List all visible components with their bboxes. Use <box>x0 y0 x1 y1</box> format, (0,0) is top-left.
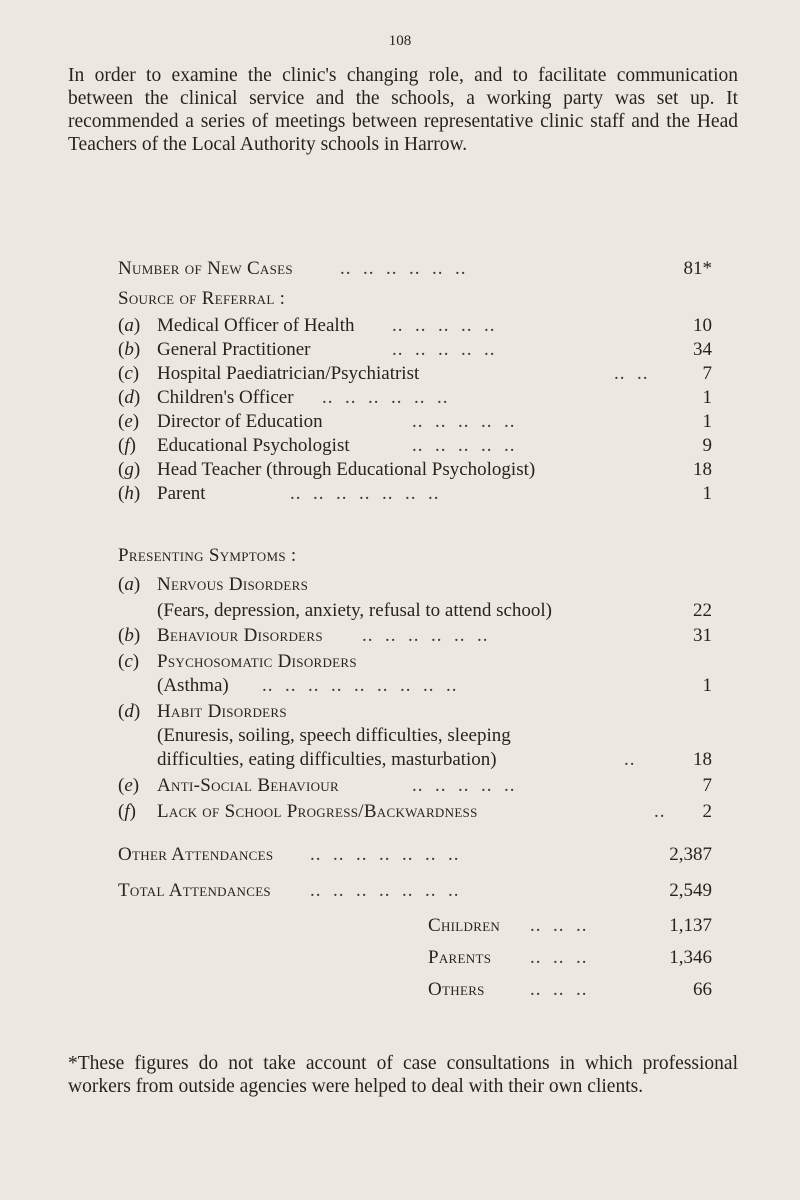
new-cases-row <box>0 257 800 281</box>
item-detail: (Asthma) <box>157 675 229 696</box>
breakdown-value: 66 <box>693 979 712 1000</box>
breakdown-label: Others <box>428 979 485 1000</box>
breakdown-row <box>0 946 800 970</box>
item-letter: b <box>124 625 134 646</box>
item-letter: h <box>124 483 134 504</box>
leader-dots: .. .. .. .. .. <box>392 315 496 336</box>
item-letter: d <box>124 387 134 408</box>
leader-dots: .. .. .. .. .. .. .. <box>290 483 440 504</box>
breakdown-label: Children <box>428 915 501 936</box>
item-label: Educational Psychologist <box>157 435 350 456</box>
list-item: (a) Nervous Disorders <box>118 574 309 595</box>
item-detail: difficulties, eating difficulties, masturbation) <box>157 749 497 770</box>
item-letter: e <box>124 775 133 796</box>
item-letter: a <box>124 315 134 336</box>
list-item: (d) Habit Disorders <box>118 701 287 722</box>
list-item: (e) Director of Education .. .. .. .. .. 1 <box>118 411 712 432</box>
item-label: Habit Disorders <box>157 701 287 722</box>
item-label: Anti-Social Behaviour <box>157 775 339 796</box>
breakdown-row <box>0 914 800 938</box>
list-item: (e) Anti-Social Behaviour .. .. .. .. .. 7 <box>118 775 712 796</box>
leader-dots: .. <box>624 749 636 770</box>
symptoms-heading-row <box>0 544 800 568</box>
item-value: 9 <box>702 435 712 456</box>
leader-dots: .. .. .. .. .. .. <box>362 625 489 646</box>
list-item <box>0 599 800 623</box>
item-value: 1 <box>702 675 712 696</box>
breakdown-value: 1,137 <box>669 915 712 936</box>
item-value: 18 <box>693 749 712 770</box>
item-label: Medical Officer of Health <box>157 315 355 336</box>
list-item <box>0 674 800 698</box>
item-label: Children's Officer <box>157 387 294 408</box>
list-item: (d) Children's Officer .. .. .. .. .. .. 1 <box>118 387 712 408</box>
list-item <box>0 748 800 772</box>
list-item: (h) Parent .. .. .. .. .. .. .. 1 <box>118 483 712 504</box>
page-number: 108 <box>388 33 412 49</box>
footnote: *These figures do not take account of case consultations in which professional workers from outside agencies were helped to deal with their own clients. <box>68 1053 738 1097</box>
item-value: 2 <box>702 801 712 822</box>
leader-dots: .. .. .. .. .. <box>392 339 496 360</box>
list-item: (c) Psychosomatic Disorders <box>118 651 357 672</box>
leader-dots: .. .. .. .. .. .. .. <box>310 880 460 901</box>
item-label: Behaviour Disorders <box>157 625 323 646</box>
new-cases-label: Number of New Cases <box>118 258 293 279</box>
total-attendances-value: 2,549 <box>669 880 712 901</box>
item-label: Nervous Disorders <box>157 574 309 595</box>
item-label: Director of Education <box>157 411 323 432</box>
list-item: (c) Hospital Paediatrician/Psychiatrist .. .. 7 <box>118 363 712 384</box>
item-value: 18 <box>693 459 712 480</box>
other-attendances-value: 2,387 <box>669 844 712 865</box>
leader-dots: .. .. .. <box>530 979 588 1000</box>
item-letter: c <box>124 651 133 672</box>
item-letter: f <box>124 435 130 456</box>
leader-dots: .. .. .. .. .. <box>412 775 516 796</box>
item-letter: e <box>124 411 133 432</box>
list-item <box>0 724 800 748</box>
item-label: Parent <box>157 483 206 504</box>
item-letter: d <box>124 701 134 722</box>
list-item: (a) Medical Officer of Health .. .. .. .. .. 10 <box>118 315 712 336</box>
leader-dots: .. .. .. .. .. .. <box>322 387 449 408</box>
breakdown-label: Parents <box>428 947 492 968</box>
item-value: 22 <box>693 600 712 621</box>
leader-dots: .. .. .. <box>530 915 588 936</box>
item-label: General Practitioner <box>157 339 311 360</box>
item-letter: c <box>124 363 133 384</box>
leader-dots: .. .. .. .. .. <box>412 411 516 432</box>
item-value: 34 <box>693 339 712 360</box>
list-item: (b) Behaviour Disorders .. .. .. .. .. .. 31 <box>118 625 712 646</box>
list-item: (b) General Practitioner .. .. .. .. .. 34 <box>118 339 712 360</box>
breakdown-row <box>0 978 800 1002</box>
leader-dots: .. .. .. .. .. .. <box>340 258 467 279</box>
item-label: Hospital Paediatrician/Psychiatrist <box>157 363 420 384</box>
breakdown-value: 1,346 <box>669 947 712 968</box>
item-value: 10 <box>693 315 712 336</box>
item-letter: f <box>124 801 130 822</box>
item-label: Head Teacher (through Educational Psychologist) <box>157 459 536 480</box>
item-detail: (Enuresis, soiling, speech difficulties, sleeping <box>157 725 511 746</box>
item-value: 1 <box>702 411 712 432</box>
item-letter: g <box>124 459 134 480</box>
item-label: Lack of School Progress/Backwardness <box>157 801 478 822</box>
item-value: 1 <box>702 387 712 408</box>
leader-dots: .. .. .. <box>530 947 588 968</box>
item-value: 7 <box>702 363 712 384</box>
intro-paragraph: In order to examine the clinic's changing role, and to facilitate communication between the clinical service and the schools, a working party was set up. It recommended a series of meetings between representative clinic staff and the Head Teachers of the Local Authority schools in Harrow. <box>68 65 738 155</box>
referral-heading-row <box>0 287 800 311</box>
list-item: (f) Lack of School Progress/Backwardness .. 2 <box>118 801 712 822</box>
other-attendances-label: Other Attendances <box>118 844 274 865</box>
referral-heading: Source of Referral : <box>118 288 286 309</box>
item-letter: a <box>124 574 134 595</box>
new-cases-value: 81* <box>683 258 712 279</box>
item-value: 1 <box>702 483 712 504</box>
item-letter: b <box>124 339 134 360</box>
leader-dots: .. <box>654 801 666 822</box>
list-item: (f) Educational Psychologist .. .. .. .. .. 9 <box>118 435 712 456</box>
item-value: 7 <box>702 775 712 796</box>
item-value: 31 <box>693 625 712 646</box>
total-attendances-label: Total Attendances <box>118 880 271 901</box>
other-attendances-row <box>0 843 800 867</box>
total-attendances-row <box>0 879 800 903</box>
item-detail: (Fears, depression, anxiety, refusal to attend school) <box>157 600 553 621</box>
symptoms-heading: Presenting Symptoms : <box>118 545 297 566</box>
list-item: (g) Head Teacher (through Educational Psychologist) 18 <box>118 459 712 480</box>
leader-dots: .. .. .. .. .. .. .. <box>310 844 460 865</box>
leader-dots: .. .. <box>614 363 649 384</box>
leader-dots: .. .. .. .. .. .. .. .. .. <box>262 675 458 696</box>
item-label: Psychosomatic Disorders <box>157 651 357 672</box>
leader-dots: .. .. .. .. .. <box>412 435 516 456</box>
